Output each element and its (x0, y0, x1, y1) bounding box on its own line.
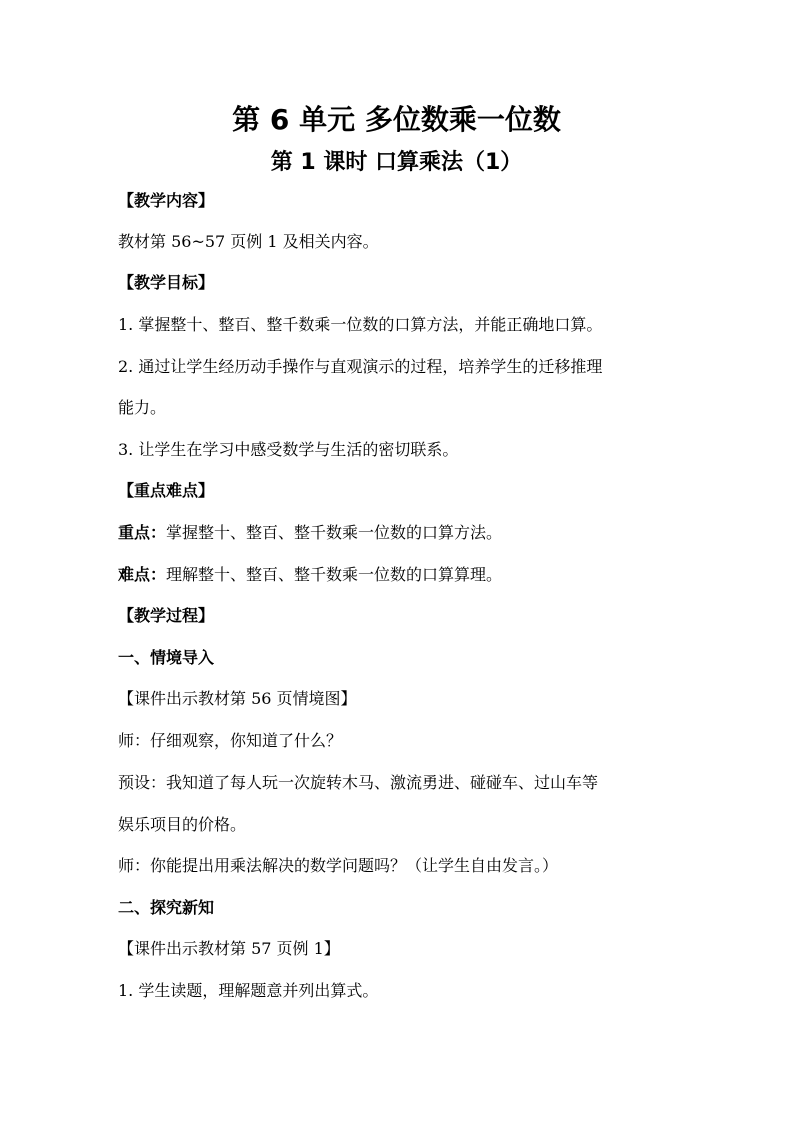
step-1: 1. 学生读题，理解题意并列出算式。 (118, 981, 379, 1000)
part2-cue: 【课件出示教材第 57 页例 1】 (118, 939, 340, 958)
difficulty-point (118, 565, 502, 585)
content-text: 教材第 56~57 页例 1 及相关内容。 (118, 232, 379, 251)
difficulty-text: 理解整十、整百、整千数乘一位数的口算算理。 (166, 565, 503, 584)
goal-2-line-2: 能力。 (118, 398, 167, 417)
part2-heading: 二、探究新知 (118, 898, 215, 917)
process-heading: 【教学过程】 (118, 606, 215, 625)
difficulty-label: 难点： (118, 565, 167, 584)
part1-heading: 一、情境导入 (118, 648, 215, 667)
preset-line-1: 预设：我知道了每人玩一次旋转木马、激流勇进、碰碰车、过山车等 (118, 773, 599, 792)
preset-line-2: 娱乐项目的价格。 (118, 815, 247, 834)
goal-1: 1. 掌握整十、整百、整千数乘一位数的口算方法，并能正确地口算。 (118, 315, 603, 334)
key-label: 重点： (118, 523, 167, 542)
unit-title: 第 6 单元 多位数乘一位数 (232, 103, 561, 136)
part1-cue: 【课件出示教材第 56 页情境图】 (118, 689, 357, 708)
teacher-question-1: 师：仔细观察，你知道了什么？ (118, 731, 343, 750)
content-heading: 【教学内容】 (118, 191, 215, 210)
key-text: 掌握整十、整百、整千数乘一位数的口算方法。 (166, 523, 503, 542)
key-point (118, 523, 502, 543)
goals-heading: 【教学目标】 (118, 273, 215, 292)
key-heading: 【重点难点】 (118, 481, 215, 500)
goal-2-line-1: 2. 通过让学生经历动手操作与直观演示的过程，培养学生的迁移推理 (118, 357, 603, 376)
teacher-question-2: 师：你能提出用乘法解决的数学问题吗？（让学生自由发言。） (118, 856, 559, 875)
goal-3: 3. 让学生在学习中感受数学与生活的密切联系。 (118, 440, 459, 459)
lesson-title: 第 1 课时 口算乘法（1） (270, 150, 523, 175)
